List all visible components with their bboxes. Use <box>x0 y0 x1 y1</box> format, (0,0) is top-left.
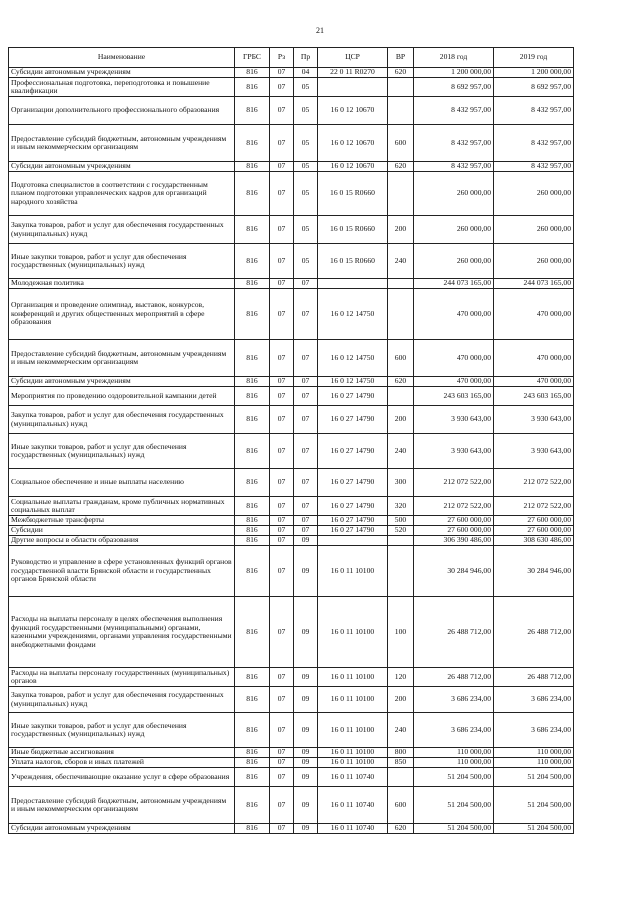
row-grbs: 816 <box>235 340 270 377</box>
row-vr: 600 <box>388 125 414 162</box>
row-name: Другие вопросы в области образования <box>9 536 235 546</box>
row-name: Иные закупки товаров, работ и услуг для обеспечения государственных (муниципальных) нужд <box>9 713 235 748</box>
row-name: Иные закупки товаров, работ и услуг для обеспечения государственных (муниципальных) нужд <box>9 434 235 469</box>
row-name: Иные закупки товаров, работ и услуг для обеспечения государственных (муниципальных) нужд <box>9 244 235 279</box>
row-amount-2019: 27 600 000,00 <box>494 526 574 536</box>
row-csr: 16 0 15 R0660 <box>318 172 388 216</box>
row-name: Профессиональная подготовка, переподготовка и повышение квалификации <box>9 78 235 97</box>
row-name: Предоставление субсидий бюджетным, автономным учреждениям и иным некоммерческим организациям <box>9 787 235 824</box>
row-csr: 16 0 11 10740 <box>318 768 388 787</box>
row-amount-2018: 27 600 000,00 <box>414 526 494 536</box>
table-row <box>9 748 574 758</box>
row-pr: 09 <box>294 768 318 787</box>
table-row <box>9 526 574 536</box>
row-grbs: 816 <box>235 216 270 244</box>
header-row <box>9 48 574 68</box>
row-rz: 07 <box>270 516 294 526</box>
row-name: Субсидии автономным учреждениям <box>9 162 235 172</box>
row-pr: 05 <box>294 244 318 279</box>
row-grbs: 816 <box>235 387 270 406</box>
row-grbs: 816 <box>235 279 270 289</box>
row-rz: 07 <box>270 668 294 687</box>
header-pr: Пр <box>294 48 318 68</box>
row-rz: 07 <box>270 162 294 172</box>
row-csr: 16 0 11 10100 <box>318 687 388 713</box>
row-vr <box>388 546 414 597</box>
row-vr: 500 <box>388 516 414 526</box>
row-vr <box>388 768 414 787</box>
row-amount-2019: 3 686 234,00 <box>494 687 574 713</box>
row-amount-2018: 1 200 000,00 <box>414 68 494 78</box>
row-amount-2018: 8 432 957,00 <box>414 125 494 162</box>
row-rz: 07 <box>270 125 294 162</box>
table-row <box>9 289 574 340</box>
row-amount-2018: 3 930 643,00 <box>414 434 494 469</box>
table-row <box>9 279 574 289</box>
row-amount-2018: 470 000,00 <box>414 377 494 387</box>
row-grbs: 816 <box>235 289 270 340</box>
row-pr: 05 <box>294 216 318 244</box>
row-csr: 16 0 12 14750 <box>318 289 388 340</box>
row-pr: 07 <box>294 377 318 387</box>
row-csr <box>318 536 388 546</box>
table-row <box>9 546 574 597</box>
row-amount-2019: 212 072 522,00 <box>494 469 574 497</box>
row-amount-2019: 8 432 957,00 <box>494 125 574 162</box>
row-rz: 07 <box>270 434 294 469</box>
row-amount-2018: 260 000,00 <box>414 172 494 216</box>
row-csr: 16 0 11 10740 <box>318 824 388 834</box>
row-csr: 16 0 11 10100 <box>318 546 388 597</box>
row-amount-2018: 8 432 957,00 <box>414 97 494 125</box>
table-row <box>9 824 574 834</box>
row-name: Руководство и управление в сфере установленных функций органов государственной власти Брянской области и государственных органов Брянской области <box>9 546 235 597</box>
row-csr: 22 0 11 R0270 <box>318 68 388 78</box>
header-rz: Рз <box>270 48 294 68</box>
row-grbs: 816 <box>235 78 270 97</box>
row-csr: 16 0 11 10100 <box>318 668 388 687</box>
row-amount-2019: 1 200 000,00 <box>494 68 574 78</box>
table-row <box>9 387 574 406</box>
header-name: Наименование <box>9 48 235 68</box>
row-pr: 05 <box>294 162 318 172</box>
row-amount-2019: 26 488 712,00 <box>494 668 574 687</box>
row-vr: 620 <box>388 68 414 78</box>
row-amount-2019: 470 000,00 <box>494 340 574 377</box>
row-amount-2019: 3 930 643,00 <box>494 434 574 469</box>
row-name: Подготовка специалистов в соответствии с государственным планом подготовки управленческих кадров для организаций народного хозяйства <box>9 172 235 216</box>
row-csr: 16 0 11 10100 <box>318 713 388 748</box>
header-csr: ЦСР <box>318 48 388 68</box>
row-name: Учреждения, обеспечивающие оказание услуг в сфере образования <box>9 768 235 787</box>
row-pr: 07 <box>294 434 318 469</box>
table-row <box>9 377 574 387</box>
row-pr: 09 <box>294 758 318 768</box>
row-pr: 09 <box>294 713 318 748</box>
header-2018: 2018 год <box>414 48 494 68</box>
row-grbs: 816 <box>235 406 270 434</box>
row-amount-2019: 260 000,00 <box>494 216 574 244</box>
row-pr: 05 <box>294 172 318 216</box>
row-rz: 07 <box>270 172 294 216</box>
row-name: Уплата налогов, сборов и иных платежей <box>9 758 235 768</box>
row-rz: 07 <box>270 78 294 97</box>
row-pr: 04 <box>294 68 318 78</box>
row-amount-2019: 51 204 500,00 <box>494 824 574 834</box>
row-rz: 07 <box>270 406 294 434</box>
row-name: Межбюджетные трансферты <box>9 516 235 526</box>
row-amount-2019: 3 930 643,00 <box>494 406 574 434</box>
row-rz: 07 <box>270 216 294 244</box>
row-rz: 07 <box>270 526 294 536</box>
table-row <box>9 597 574 668</box>
row-vr: 320 <box>388 497 414 516</box>
row-csr <box>318 279 388 289</box>
row-amount-2018: 212 072 522,00 <box>414 497 494 516</box>
row-grbs: 816 <box>235 469 270 497</box>
row-rz: 07 <box>270 340 294 377</box>
row-amount-2018: 30 284 946,00 <box>414 546 494 597</box>
row-csr: 16 0 12 10670 <box>318 162 388 172</box>
row-rz: 07 <box>270 387 294 406</box>
row-grbs: 816 <box>235 536 270 546</box>
row-amount-2018: 51 204 500,00 <box>414 787 494 824</box>
table-row <box>9 162 574 172</box>
header-2019: 2019 год <box>494 48 574 68</box>
row-vr <box>388 536 414 546</box>
table-row <box>9 434 574 469</box>
row-name: Субсидии автономным учреждениям <box>9 377 235 387</box>
row-csr: 16 0 11 10100 <box>318 748 388 758</box>
row-name: Закупка товаров, работ и услуг для обеспечения государственных (муниципальных) нужд <box>9 687 235 713</box>
table-row <box>9 768 574 787</box>
row-amount-2019: 110 000,00 <box>494 758 574 768</box>
row-vr <box>388 279 414 289</box>
row-pr: 05 <box>294 97 318 125</box>
row-grbs: 816 <box>235 162 270 172</box>
row-csr: 16 0 27 14790 <box>318 434 388 469</box>
row-pr: 09 <box>294 748 318 758</box>
table-row <box>9 244 574 279</box>
row-amount-2018: 212 072 522,00 <box>414 469 494 497</box>
row-csr: 16 0 11 10100 <box>318 597 388 668</box>
row-vr: 600 <box>388 787 414 824</box>
row-amount-2018: 8 432 957,00 <box>414 162 494 172</box>
row-amount-2019: 244 073 165,00 <box>494 279 574 289</box>
row-name: Молодежная политика <box>9 279 235 289</box>
row-vr: 300 <box>388 469 414 497</box>
row-rz: 07 <box>270 748 294 758</box>
row-name: Субсидии автономным учреждениям <box>9 824 235 834</box>
table-row <box>9 787 574 824</box>
row-amount-2018: 110 000,00 <box>414 748 494 758</box>
row-name: Расходы на выплаты персоналу в целях обеспечения выполнения функций государственными (муниципальными) органами, казенными учреждениями, органами управления государственными внебюджетными фондами <box>9 597 235 668</box>
row-amount-2019: 260 000,00 <box>494 244 574 279</box>
row-amount-2019: 51 204 500,00 <box>494 768 574 787</box>
table-row <box>9 687 574 713</box>
row-rz: 07 <box>270 597 294 668</box>
row-amount-2018: 306 390 486,00 <box>414 536 494 546</box>
row-rz: 07 <box>270 758 294 768</box>
row-pr: 07 <box>294 406 318 434</box>
row-vr: 620 <box>388 162 414 172</box>
row-amount-2019: 110 000,00 <box>494 748 574 758</box>
row-amount-2018: 260 000,00 <box>414 244 494 279</box>
row-rz: 07 <box>270 546 294 597</box>
row-vr: 120 <box>388 668 414 687</box>
row-amount-2019: 3 686 234,00 <box>494 713 574 748</box>
row-amount-2018: 244 073 165,00 <box>414 279 494 289</box>
row-amount-2019: 470 000,00 <box>494 377 574 387</box>
row-vr: 240 <box>388 434 414 469</box>
table-row <box>9 758 574 768</box>
row-grbs: 816 <box>235 713 270 748</box>
row-vr: 240 <box>388 713 414 748</box>
row-amount-2018: 260 000,00 <box>414 216 494 244</box>
row-grbs: 816 <box>235 516 270 526</box>
table-row <box>9 125 574 162</box>
row-rz: 07 <box>270 377 294 387</box>
row-rz: 07 <box>270 687 294 713</box>
row-pr: 05 <box>294 125 318 162</box>
row-name: Организации дополнительного профессионального образования <box>9 97 235 125</box>
row-rz: 07 <box>270 469 294 497</box>
table-row <box>9 97 574 125</box>
row-name: Расходы на выплаты персоналу государственных (муниципальных) органов <box>9 668 235 687</box>
row-csr: 16 0 11 10740 <box>318 787 388 824</box>
row-grbs: 816 <box>235 546 270 597</box>
row-name: Социальное обеспечение и иные выплаты населению <box>9 469 235 497</box>
row-csr: 16 0 12 10670 <box>318 97 388 125</box>
row-name: Организация и проведение олимпиад, выставок, конкурсов, конференций и других общественных мероприятий в сфере образования <box>9 289 235 340</box>
row-grbs: 816 <box>235 748 270 758</box>
row-rz: 07 <box>270 97 294 125</box>
row-name: Предоставление субсидий бюджетным, автономным учреждениям и иным некоммерческим организациям <box>9 125 235 162</box>
row-rz: 07 <box>270 279 294 289</box>
row-grbs: 816 <box>235 597 270 668</box>
row-amount-2018: 26 488 712,00 <box>414 597 494 668</box>
row-pr: 07 <box>294 387 318 406</box>
row-pr: 07 <box>294 516 318 526</box>
row-grbs: 816 <box>235 526 270 536</box>
header-grbs: ГРБС <box>235 48 270 68</box>
row-amount-2018: 243 603 165,00 <box>414 387 494 406</box>
row-vr: 620 <box>388 377 414 387</box>
table-row <box>9 713 574 748</box>
row-vr: 620 <box>388 824 414 834</box>
row-pr: 05 <box>294 78 318 97</box>
row-amount-2018: 51 204 500,00 <box>414 768 494 787</box>
row-amount-2019: 8 692 957,00 <box>494 78 574 97</box>
row-pr: 09 <box>294 668 318 687</box>
row-pr: 09 <box>294 824 318 834</box>
row-amount-2019: 27 600 000,00 <box>494 516 574 526</box>
row-csr: 16 0 27 14790 <box>318 387 388 406</box>
row-amount-2018: 3 686 234,00 <box>414 687 494 713</box>
row-vr: 200 <box>388 406 414 434</box>
row-amount-2018: 3 686 234,00 <box>414 713 494 748</box>
row-amount-2019: 26 488 712,00 <box>494 597 574 668</box>
table-row <box>9 516 574 526</box>
row-pr: 07 <box>294 469 318 497</box>
row-vr <box>388 97 414 125</box>
row-rz: 07 <box>270 536 294 546</box>
row-name: Предоставление субсидий бюджетным, автономным учреждениям и иным некоммерческим организациям <box>9 340 235 377</box>
row-csr: 16 0 27 14790 <box>318 469 388 497</box>
row-amount-2019: 8 432 957,00 <box>494 162 574 172</box>
row-amount-2019: 243 603 165,00 <box>494 387 574 406</box>
row-vr: 850 <box>388 758 414 768</box>
row-pr: 09 <box>294 687 318 713</box>
row-grbs: 816 <box>235 668 270 687</box>
row-vr <box>388 289 414 340</box>
row-pr: 09 <box>294 546 318 597</box>
row-pr: 07 <box>294 340 318 377</box>
row-grbs: 816 <box>235 824 270 834</box>
table-row <box>9 536 574 546</box>
table-body <box>9 68 574 834</box>
table-row <box>9 78 574 97</box>
row-name: Иные бюджетные ассигнования <box>9 748 235 758</box>
row-pr: 07 <box>294 289 318 340</box>
row-csr: 16 0 27 14790 <box>318 526 388 536</box>
row-amount-2018: 51 204 500,00 <box>414 824 494 834</box>
row-pr: 07 <box>294 526 318 536</box>
header-vr: ВР <box>388 48 414 68</box>
page-number: 21 <box>316 26 324 35</box>
row-rz: 07 <box>270 787 294 824</box>
table-row <box>9 216 574 244</box>
row-rz: 07 <box>270 497 294 516</box>
row-csr: 16 0 15 R0660 <box>318 216 388 244</box>
row-amount-2018: 27 600 000,00 <box>414 516 494 526</box>
table-row <box>9 406 574 434</box>
row-vr <box>388 78 414 97</box>
row-amount-2018: 470 000,00 <box>414 340 494 377</box>
row-grbs: 816 <box>235 434 270 469</box>
table-row <box>9 172 574 216</box>
row-csr: 16 0 12 14750 <box>318 340 388 377</box>
row-grbs: 816 <box>235 172 270 216</box>
row-amount-2019: 8 432 957,00 <box>494 97 574 125</box>
row-grbs: 816 <box>235 97 270 125</box>
row-rz: 07 <box>270 289 294 340</box>
row-grbs: 816 <box>235 68 270 78</box>
row-vr: 240 <box>388 244 414 279</box>
row-rz: 07 <box>270 68 294 78</box>
row-name: Социальные выплаты гражданам, кроме публичных нормативных социальных выплат <box>9 497 235 516</box>
row-name: Мероприятия по проведению оздоровительной кампании детей <box>9 387 235 406</box>
row-csr: 16 0 11 10100 <box>318 758 388 768</box>
row-pr: 09 <box>294 597 318 668</box>
row-csr: 16 0 27 14790 <box>318 406 388 434</box>
row-amount-2019: 470 000,00 <box>494 289 574 340</box>
row-csr: 16 0 12 14750 <box>318 377 388 387</box>
row-grbs: 816 <box>235 377 270 387</box>
row-amount-2019: 51 204 500,00 <box>494 787 574 824</box>
row-vr: 520 <box>388 526 414 536</box>
table-row <box>9 469 574 497</box>
row-pr: 09 <box>294 536 318 546</box>
row-csr: 16 0 27 14790 <box>318 516 388 526</box>
row-amount-2019: 212 072 522,00 <box>494 497 574 516</box>
row-grbs: 816 <box>235 758 270 768</box>
row-rz: 07 <box>270 768 294 787</box>
row-vr: 100 <box>388 597 414 668</box>
row-grbs: 816 <box>235 687 270 713</box>
budget-table <box>8 47 574 834</box>
row-amount-2018: 3 930 643,00 <box>414 406 494 434</box>
row-amount-2019: 30 284 946,00 <box>494 546 574 597</box>
table-row <box>9 340 574 377</box>
row-amount-2018: 26 488 712,00 <box>414 668 494 687</box>
row-csr: 16 0 12 10670 <box>318 125 388 162</box>
row-rz: 07 <box>270 713 294 748</box>
row-grbs: 816 <box>235 125 270 162</box>
row-pr: 07 <box>294 497 318 516</box>
row-vr: 800 <box>388 748 414 758</box>
row-vr: 600 <box>388 340 414 377</box>
row-csr: 16 0 27 14790 <box>318 497 388 516</box>
row-amount-2019: 308 630 486,00 <box>494 536 574 546</box>
row-name: Субсидии <box>9 526 235 536</box>
row-pr: 09 <box>294 787 318 824</box>
row-name: Субсидии автономным учреждениям <box>9 68 235 78</box>
row-vr: 200 <box>388 216 414 244</box>
row-amount-2018: 110 000,00 <box>414 758 494 768</box>
row-grbs: 816 <box>235 768 270 787</box>
row-grbs: 816 <box>235 787 270 824</box>
row-vr <box>388 172 414 216</box>
row-amount-2019: 260 000,00 <box>494 172 574 216</box>
table-row <box>9 497 574 516</box>
row-amount-2018: 8 692 957,00 <box>414 78 494 97</box>
row-csr: 16 0 15 R0660 <box>318 244 388 279</box>
row-name: Закупка товаров, работ и услуг для обеспечения государственных (муниципальных) нужд <box>9 216 235 244</box>
row-name: Закупка товаров, работ и услуг для обеспечения государственных (муниципальных) нужд <box>9 406 235 434</box>
row-grbs: 816 <box>235 497 270 516</box>
row-rz: 07 <box>270 824 294 834</box>
row-rz: 07 <box>270 244 294 279</box>
row-amount-2018: 470 000,00 <box>414 289 494 340</box>
table-row <box>9 668 574 687</box>
row-vr: 200 <box>388 687 414 713</box>
table-row <box>9 68 574 78</box>
row-pr: 07 <box>294 279 318 289</box>
row-csr <box>318 78 388 97</box>
row-vr <box>388 387 414 406</box>
row-grbs: 816 <box>235 244 270 279</box>
